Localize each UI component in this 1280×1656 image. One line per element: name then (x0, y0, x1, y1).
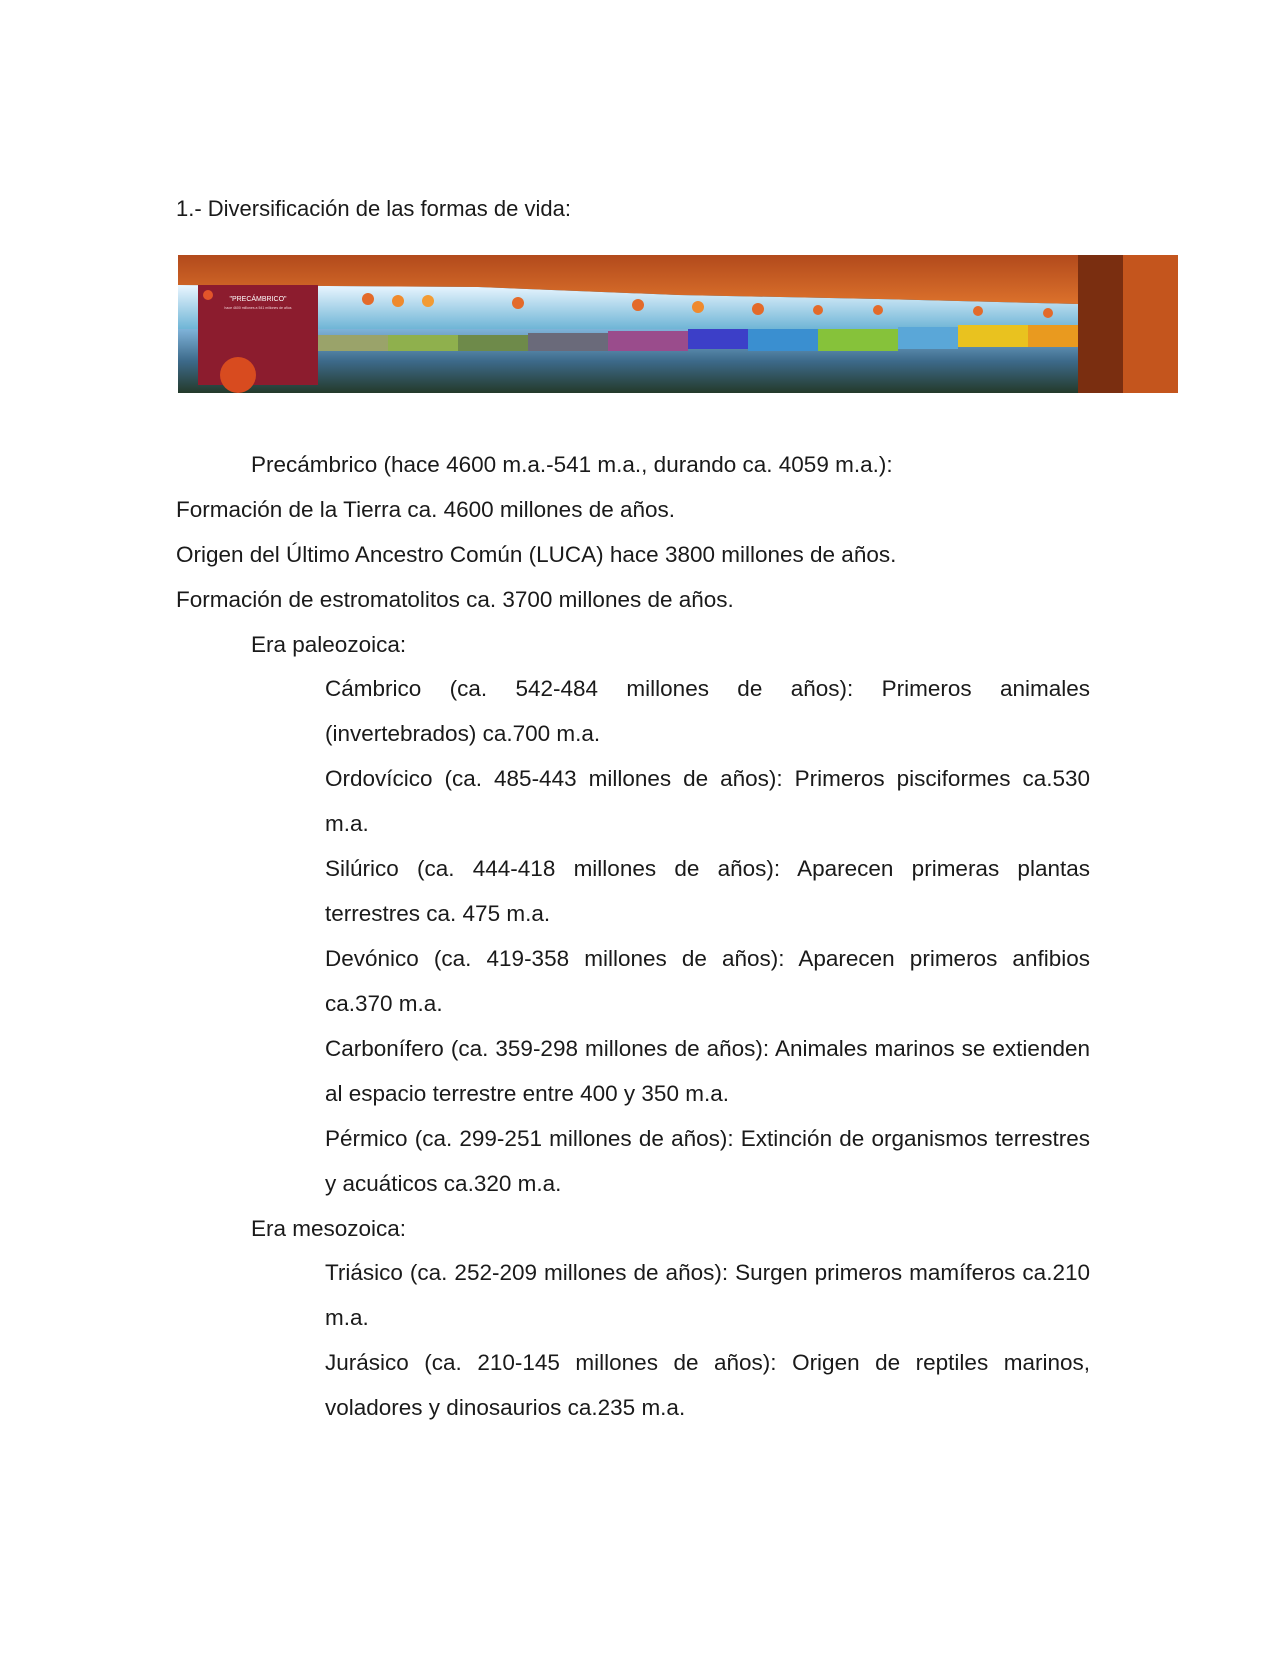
era-mesozoica-title: Era mesozoica: (251, 1216, 407, 1241)
precambrico-line: Origen del Último Ancestro Común (LUCA) hace 3800 millones de años. (176, 542, 897, 567)
banner-title: "PRECÁMBRICO" (229, 296, 287, 303)
precambrico-title: Precámbrico (hace 4600 m.a.-541 m.a., durando ca. 4059 m.a.): (251, 452, 893, 477)
period-item: Triásico (ca. 252-209 millones de años): Surgen primeros mamíferos ca.210 m.a. (325, 1260, 1090, 1330)
banner-subtitle: hace 4600 millones a 541 millones de años (224, 306, 292, 310)
era-paleozoica-title: Era paleozoica: (251, 632, 407, 657)
period-item: Pérmico (ca. 299-251 millones de años): Extinción de organismos terrestres y acuáticos ca.320 m.a. (325, 1126, 1090, 1196)
precambrico-line: Formación de estromatolitos ca. 3700 millones de años. (176, 587, 734, 612)
period-item: Jurásico (ca. 210-145 millones de años): Origen de reptiles marinos, voladores y dinosaurios ca.235 m.a. (325, 1350, 1090, 1420)
period-item: Ordovícico (ca. 485-443 millones de años): Primeros pisciformes ca.530 m.a. (325, 766, 1090, 836)
period-item: Cámbrico (ca. 542-484 millones de años): Primeros animales (invertebrados) ca.700 m.a. (325, 676, 1090, 746)
section-heading: 1.- Diversificación de las formas de vida: (176, 196, 571, 221)
period-item: Carbonífero (ca. 359-298 millones de años): Animales marinos se extienden al espacio terrestre entre 400 y 350 m.a. (325, 1036, 1090, 1106)
timeline-photo (178, 255, 1178, 393)
period-item: Devónico (ca. 419-358 millones de años): Aparecen primeros anfibios ca.370 m.a. (325, 946, 1090, 1016)
period-item: Silúrico (ca. 444-418 millones de años): Aparecen primeras plantas terrestres ca. 475 m.a. (325, 856, 1090, 926)
precambrico-line: Formación de la Tierra ca. 4600 millones de años. (176, 497, 676, 522)
